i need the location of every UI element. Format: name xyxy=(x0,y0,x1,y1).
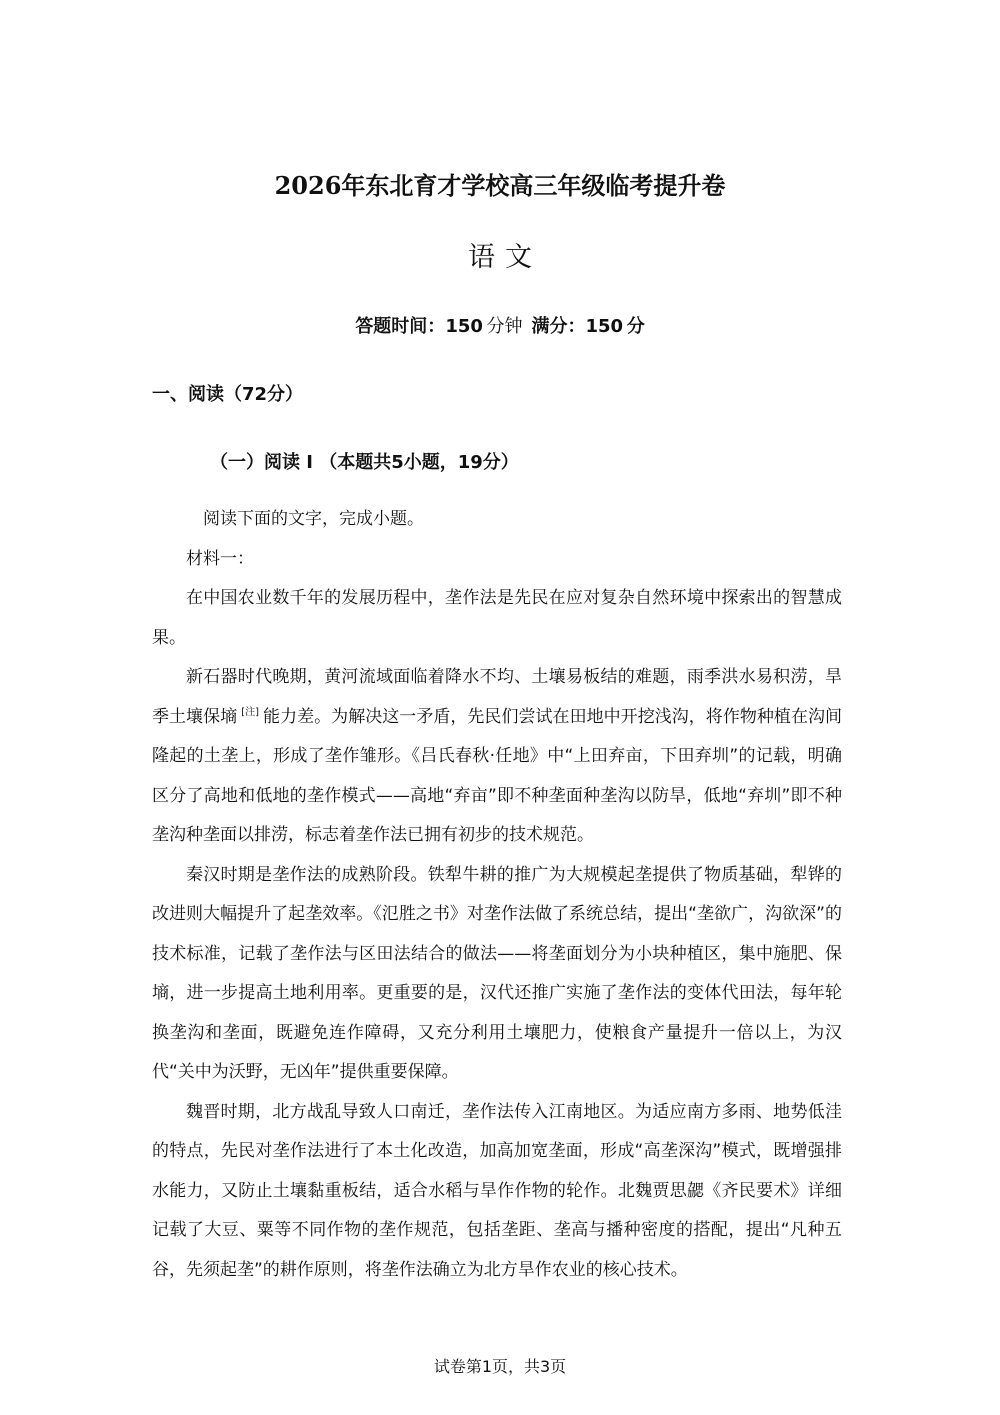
subsection-heading: （一）阅读 I （本题共5小题，19分） xyxy=(210,452,519,473)
paragraph-3: 秦汉时期是垄作法的成熟阶段。铁犁牛耕的推广为大规模起垄提供了物质基础，犁铧的改进则大幅提升了起垄效率。《氾胜之书》对垄作法做了系统总结，提出“垄欲广，沟欲深”的技术标准，记载了垄作法与区田法结合的做法——将垄面划分为小块种植区，集中施肥、保墒，进一步提高土地利用率。更重要的是，汉代还推广实施了垄作法的变体代田法，每年轮换垄沟和垄面，既避免连作障碍，又充分利用土壤肥力，使粮食产量提升一倍以上，为汉代“关中为沃野，无凶年”提供重要保障。 xyxy=(152,864,842,1082)
paragraph-2-part-1: 新石器时代晚期，黄河流域面临着降水不均、土壤易板结的难题，雨季洪水易积涝，旱季土壤保墒 xyxy=(152,667,842,727)
paragraph-1: 在中国农业数千年的发展历程中，垄作法是先民在应对复杂自然环境中探索出的智慧成果。 xyxy=(152,588,842,648)
section-heading: 一、阅读（72分） xyxy=(152,384,304,405)
reading-passage xyxy=(152,500,842,1290)
subject-title: 语文 xyxy=(468,242,542,273)
time-value: 150 xyxy=(445,316,483,337)
paragraph-2-part-2: 能力差。为解决这一矛盾，先民们尝试在田地中开挖浅沟，将作物种植在沟间隆起的土垄上，形成了垄作雏形。《吕氏春秋·任地》中“上田弃亩，下田弃圳”的记载，明确区分了高地和低地的垄作模式——高地“弃亩”即不种垄面种垄沟以防旱，低地“弃圳”即不种垄沟种垄面以排涝，标志着垄作法已拥有初步的技术规范。 xyxy=(152,706,843,845)
exam-meta xyxy=(0,314,1000,340)
score-value: 150 xyxy=(585,316,624,337)
footnote-marker: [注] xyxy=(241,706,260,718)
material-label: 材料一： xyxy=(186,548,254,569)
score-unit: 分 xyxy=(626,316,645,337)
page-footer: 试卷第1页，共3页 xyxy=(433,1357,567,1376)
paragraph-4: 魏晋时期，北方战乱导致人口南迁，垄作法传入江南地区。为适应南方多雨、地势低洼的特点，先民对垄作法进行了本土化改造，加高加宽垄面，形成“高垄深沟”模式，既增强排水能力，又防止土壤黏重板结，适合水稻与旱作作物的轮作。北魏贾思勰《齐民要术》详细记载了大豆、粟等不同作物的垄作规范，包括垄距、垄高与播种密度的搭配，提出“凡种五谷，先须起垄”的耕作原则，将垄作法确立为北方旱作农业的核心技术。 xyxy=(152,1101,842,1280)
instruction-text: 阅读下面的文字，完成小题。 xyxy=(203,509,424,529)
time-unit: 分钟 xyxy=(486,316,523,337)
paragraph-2 xyxy=(152,658,842,856)
time-label: 答题时间： xyxy=(355,316,446,337)
score-label: 满分： xyxy=(531,316,586,337)
exam-title: 2026年东北育才学校高三年级临考提升卷 xyxy=(274,171,726,200)
